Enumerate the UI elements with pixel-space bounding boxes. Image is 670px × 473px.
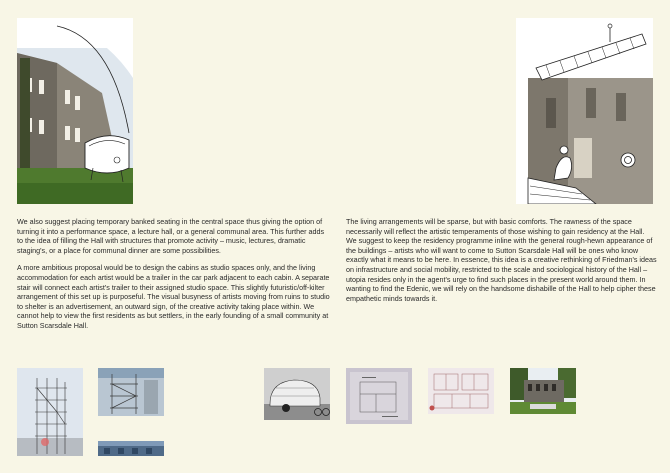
blue-building-thumbnail — [98, 441, 164, 456]
scaffold-tower-thumbnail — [17, 368, 83, 456]
left-paragraph-2: A more ambitious proposal would be to design the cabins as studio spaces only, and the living accommodation for each artist would be a trailer in the car park adjacent to each cabin. A separate stair will connect each artist's trailer to their assigned studio space. This slightly futuristic/off-kilter arrangement of this set up is purposeful. The visual busyness of artists moving from ruins to studio to shelter is an advertisement, an outward sign, of the creative activity taking place within. We cannot help to view the first residents as but settlers, in the early founding of a small community at Sutton Scarsdale Hall. — [17, 263, 330, 330]
blueprint-drawing-thumbnail — [428, 368, 494, 414]
floor-plan-sketch-thumbnail — [346, 368, 412, 424]
airstream-trailer-thumbnail — [264, 368, 330, 420]
right-text-column — [346, 217, 657, 303]
hall-exterior-thumbnail — [510, 368, 576, 414]
hall-collage-image — [17, 18, 133, 204]
fire-escape-thumbnail — [98, 368, 164, 416]
right-paragraph-1: The living arrangements will be sparse, but with basic comforts. The rawness of the space necessarily will reflect the artistic temperaments of those wishing to gain residency at the Hall. We suggest to keep the residency programme inline with the general rough-hewn appearance of the buildings – artists who will want to come to Sutton Scarsdale Hall will be ones who know exactly what it means to be here. In essence, this idea is a creative rethinking of Friedman's ideas on infrastructure and social mobility, restricted to the scale and sociological history of the Hall – utopia resides only in the agent's urge to find such places in the present world around them. In wanting to find the Edenic, we will rely on the handsome dishabille of the Hall to help cipher these empathetic minds towards it. — [346, 217, 657, 303]
stair-sketch-image — [516, 18, 653, 204]
left-paragraph-1: We also suggest placing temporary banked seating in the central space thus giving the option of turning it into a performance space, a lecture hall, or a general communal area. This further adds to the idea of filling the Hall with structures that promote activity – music, lectures, dramatic staging's, or a place for communal dinner are some possibilities. — [17, 217, 325, 255]
left-text-column — [17, 217, 332, 331]
